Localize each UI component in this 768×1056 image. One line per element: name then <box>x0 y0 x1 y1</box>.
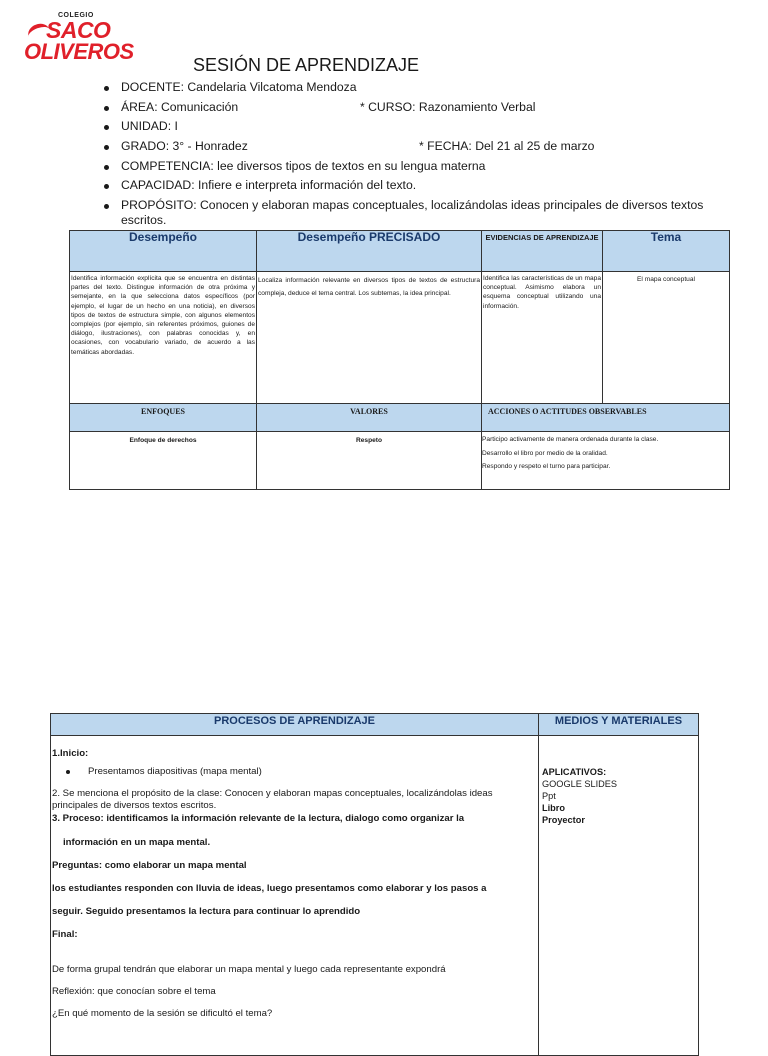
bullet-icon <box>104 184 109 189</box>
header-valores: VALORES <box>257 404 482 432</box>
info-unidad: UNIDAD: I <box>104 117 714 137</box>
competencias-table <box>69 230 730 490</box>
school-logo <box>22 10 132 62</box>
aplicativos-label: APLICATIVOS: <box>542 767 607 777</box>
info-competencia: COMPETENCIA: lee diversos tipos de textos en su lengua materna <box>104 157 714 177</box>
info-grado: GRADO: 3° - Honradez * FECHA: Del 21 al 25 de marzo <box>104 137 714 157</box>
paso-3b: información en un mapa mental. <box>63 837 211 848</box>
bullet-icon <box>104 125 109 130</box>
session-info-list <box>104 78 714 230</box>
logo-colegio: COLEGIO <box>58 12 94 19</box>
cell-desempeno-precisado: Localiza información relevante en diversos tipos de textos de estructura compleja, deduce el tema central. Los subtemas, la idea principal. <box>257 272 482 404</box>
bullet-icon <box>104 86 109 91</box>
info-capacidad: CAPACIDAD: Infiere e interpreta información del texto. <box>104 176 714 196</box>
header-procesos: PROCESOS DE APRENDIZAJE <box>51 714 539 736</box>
cell-tema: El mapa conceptual <box>603 272 730 404</box>
procesos-table <box>50 713 699 1056</box>
cell-evidencias: Identifica las características de un mapa conceptual. Asimismo elabora un esquema conceptual utilizando una información. <box>482 272 603 404</box>
accion-item: Participo activamente de manera ordenada durante la clase. <box>482 436 659 443</box>
bullet-icon <box>66 770 70 774</box>
header-desempeno-precisado: Desempeño PRECISADO <box>257 231 482 272</box>
trabajo-grupal: De forma grupal tendrán que elaborar un mapa mental y luego cada representante expondrá <box>52 964 446 975</box>
info-fecha: * FECHA: Del 21 al 25 de marzo <box>419 139 595 154</box>
pregunta-final: ¿En qué momento de la sesión se dificultó el tema? <box>52 1008 273 1019</box>
header-acciones: ACCIONES O ACTITUDES OBSERVABLES <box>482 404 730 432</box>
paso-3: 3. Proceso: identificamos la información relevante de la lectura, dialogo como organizar la <box>52 813 465 824</box>
info-curso: * CURSO: Razonamiento Verbal <box>360 99 536 114</box>
bullet-icon <box>104 165 109 170</box>
inicio-item: Presentamos diapositivas (mapa mental) <box>52 766 537 778</box>
paso-2: 2. Se menciona el propósito de la clase: Conocen y elaboran mapas conceptuales, localizándolas ideas principales de diversos textos escritos. <box>52 788 493 811</box>
accion-item: Desarrollo el libro por medio de la oralidad. <box>482 449 608 457</box>
info-proposito: PROPÓSITO: Conocen y elaboran mapas conceptuales, localizándolas ideas principales de diversos textos escritos. <box>104 196 714 230</box>
page-title: SESIÓN DE APRENDIZAJE <box>193 55 420 75</box>
bullet-icon <box>104 145 109 150</box>
info-area: ÁREA: Comunicación * CURSO: Razonamiento Verbal <box>104 98 714 118</box>
cell-valor: Respeto <box>257 432 482 490</box>
cell-desempeno: Identifica información explícita que se encuentra en distintas partes del texto. Distingue información de otra próxima y semejante, en la que selecciona datos específicos (por ejemplo, el lugar de un hecho en una noticia), en diversos tipos de textos de estructura simple, con algunos elementos complejos (por ejemplo, sin referentes próximos, guiones de diálogo, ilustraciones), con palabras conocidas y, en ocasiones, con vocabulario variado, de acuerdo a las temáticas abordadas. <box>70 272 257 404</box>
media-proyector: Proyector <box>542 815 585 825</box>
inicio-label: 1.Inicio: <box>52 748 89 759</box>
lluvia-ideas: los estudiantes responden con lluvia de ideas, luego presentamos como elaborar y los pasos a <box>52 883 487 894</box>
logo-saco: SACO <box>46 17 111 43</box>
reflexion: Reflexión: que conocían sobre el tema <box>52 986 216 997</box>
info-docente: DOCENTE: Candelaria Vilcatoma Mendoza <box>104 78 714 98</box>
procesos-body <box>51 736 539 1056</box>
final-label: Final: <box>52 929 78 940</box>
logo-oliveros: OLIVEROS <box>24 39 134 64</box>
bullet-icon <box>104 106 109 111</box>
medios-body <box>539 736 699 1056</box>
preguntas: Preguntas: como elaborar un mapa mental <box>52 860 247 871</box>
lluvia-ideas-2: seguir. Seguido presentamos la lectura para continuar lo aprendido <box>52 906 361 917</box>
media-item: GOOGLE SLIDES <box>542 779 618 789</box>
header-tema: Tema <box>603 231 730 272</box>
media-item: Ppt <box>542 791 556 801</box>
cell-enfoque: Enfoque de derechos <box>70 432 257 490</box>
accion-item: Respondo y respeto el turno para participar. <box>482 463 611 470</box>
header-enfoques: ENFOQUES <box>70 404 257 432</box>
bullet-icon <box>104 204 109 209</box>
header-medios: MEDIOS Y MATERIALES <box>539 714 699 736</box>
media-libro: Libro <box>542 803 565 813</box>
cell-acciones <box>482 432 730 490</box>
header-evidencias: EVIDENCIAS DE APRENDIZAJE <box>482 231 603 272</box>
header-desempeno: Desempeño <box>70 231 257 272</box>
